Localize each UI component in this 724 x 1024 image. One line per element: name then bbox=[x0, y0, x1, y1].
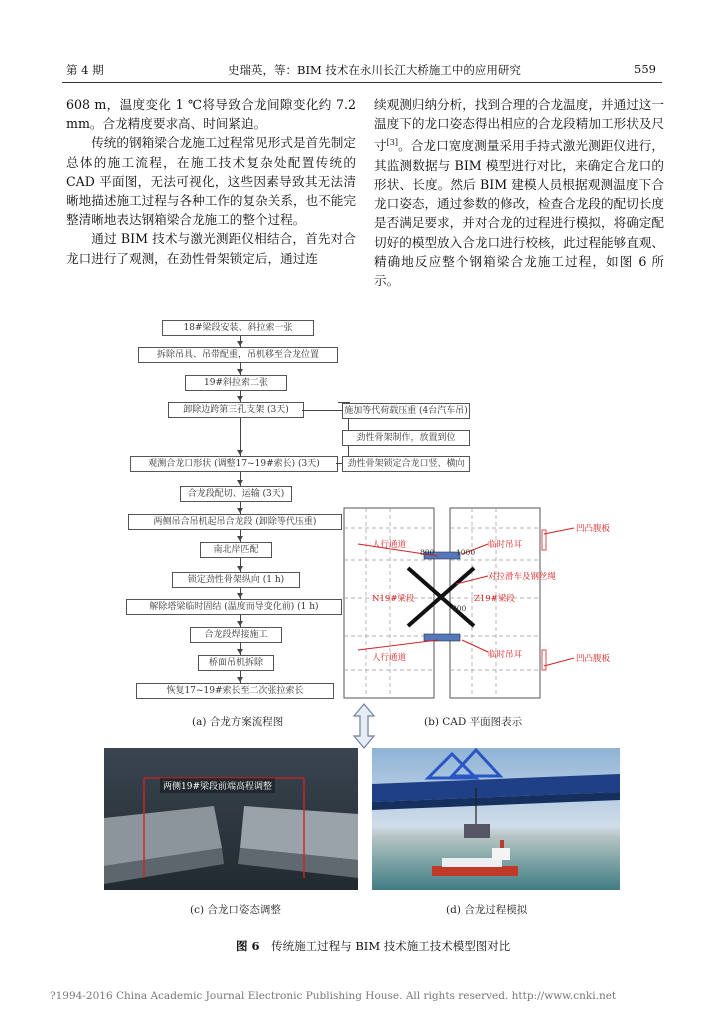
flow-arrow bbox=[237, 480, 243, 485]
page-number: 559 bbox=[634, 62, 656, 76]
flow-arrow bbox=[237, 566, 243, 571]
cad-label-web-top: 凹凸腹板 bbox=[576, 524, 611, 534]
cad-dim-2: 1000 bbox=[456, 548, 476, 557]
bridge-crane-render bbox=[372, 748, 620, 890]
figure-label: 图 6 bbox=[236, 939, 260, 953]
caption-c: (c) 合龙口姿态调整 bbox=[190, 904, 281, 916]
render-closure-simulation bbox=[372, 748, 620, 890]
citation[interactable]: [3] bbox=[386, 138, 399, 148]
journal-issue: 第 4 期 bbox=[66, 63, 104, 77]
cad-label-pulley: 对拉滑车及钢丝绳 bbox=[488, 572, 557, 582]
cad-label-walkway-bottom: 人行通道 bbox=[372, 653, 407, 663]
flow-step-7: 两侧吊合吊机起吊合龙段 (卸除等代压重) bbox=[128, 514, 342, 530]
side-step-2: 劲性骨架制作，放置到位 bbox=[342, 430, 470, 446]
side-link-3 bbox=[336, 463, 342, 464]
left-paragraph-1: 608 m，温度变化 1 ℃将导致合龙间隙变化约 7.2 mm。合龙精度要求高、时间紧迫。 bbox=[66, 97, 356, 132]
flow-arrow bbox=[237, 508, 243, 513]
render-pose-adjust bbox=[104, 748, 358, 890]
bridge-girder-render bbox=[104, 748, 358, 890]
side-step-3: 劲性骨架锁定合龙口竖、横向 bbox=[342, 456, 470, 472]
flow-step-4: 卸除边跨第三孔支架 (3天) bbox=[168, 402, 304, 418]
flow-step-10: 解除塔梁临时固结 (温度而导变化前) (1 h) bbox=[126, 599, 342, 615]
right-paragraph-1 bbox=[374, 95, 664, 290]
flow-arrow bbox=[237, 621, 243, 626]
flow-step-9: 锁定劲性骨架纵向 (1 h) bbox=[172, 572, 300, 588]
figure-caption bbox=[236, 938, 510, 954]
double-arrow-icon bbox=[352, 702, 376, 750]
right-text-a: 续观测归纳分析，找到合理的合龙温度，并通过这一温度下的龙口姿态得出相应的合龙段精加工形状及尺寸 bbox=[374, 97, 664, 154]
flow-arrow bbox=[237, 369, 243, 374]
flow-step-3: 19#斜拉索二张 bbox=[185, 375, 287, 391]
cad-label-temp-lug-top: 临时吊耳 bbox=[488, 540, 523, 550]
cad-label-web-bottom: 凹凸腹板 bbox=[576, 654, 611, 664]
figure-title: 传统施工过程与 BIM 技术施工技术模型图对比 bbox=[271, 939, 511, 953]
flow-step-6: 合龙段配切、运输 (3天) bbox=[180, 486, 292, 502]
right-column bbox=[374, 95, 664, 290]
left-paragraph-2: 传统的钢箱梁合龙施工过程常见形式是首先制定总体的施工流程，在施工技术复杂处配置传统的 CAD 平面图，无法可视化，这些因素导致其无法清晰地描述施工过程与各种工作的复杂关系，也不能完整清晰地表达钢箱梁合龙施工的整个过程。 bbox=[66, 135, 356, 228]
flow-arrow bbox=[237, 649, 243, 654]
flow-arrow bbox=[237, 677, 243, 682]
header-rule bbox=[62, 82, 662, 83]
cad-label-walkway-top: 人行通道 bbox=[372, 540, 407, 550]
left-paragraph-3: 通过 BIM 技术与激光测距仪相结合，首先对合龙口进行了观测，在劲性骨架锁定后，通过连 bbox=[66, 231, 356, 266]
cad-label-temp-lug-bottom: 临时吊耳 bbox=[488, 650, 523, 660]
copyright-footer: ?1994-2016 China Academic Journal Electronic Publishing House. All rights reserved. http://www.cnki.net bbox=[50, 990, 617, 1002]
right-text-b: 。合龙口宽度测量采用手持式激光测距仪进行，其监测数据与 BIM 模型进行对比，来确定合龙口的形状、长度。然后 BIM 建模人员根据观测温度下合龙口姿态，通过参数的修改，检查合龙段的配切长度是否满足要求，并对合龙的过程进行模拟，将确定配切好的模型放入合龙口进行校核，此过程能够直观、精确地反应整个钢箱梁合龙施工过程，如图 6 所示。 bbox=[374, 138, 665, 289]
cad-dim-1: 800 bbox=[420, 548, 435, 557]
caption-a: (a) 合龙方案流程图 bbox=[192, 716, 284, 728]
flow-step-2: 拆除吊具、吊带配重，吊机移至合龙位置 bbox=[138, 347, 338, 363]
flow-step-11: 合龙段焊接施工 bbox=[190, 627, 282, 643]
flow-arrow bbox=[237, 341, 243, 346]
cad-label-n19: N19#梁段 bbox=[372, 594, 415, 604]
flow-step-12: 桥面吊机拆除 bbox=[198, 655, 274, 671]
flow-step-5: 观测合龙口形状 (调整17~19#索长) (3天) bbox=[130, 456, 338, 472]
flow-step-1: 18#梁段安装、斜拉索一张 bbox=[162, 320, 314, 336]
cad-dim-3: 800 bbox=[452, 604, 467, 613]
flow-arrow bbox=[237, 396, 243, 401]
flow-arrow bbox=[237, 450, 243, 455]
render-annotation: 两侧19#梁段前端高程调整 bbox=[160, 778, 275, 793]
running-title: 史瑞英，等：BIM 技术在永川长江大桥施工中的应用研究 bbox=[228, 63, 521, 77]
side-step-1: 施加等代荷载压重 (4台汽车吊) bbox=[342, 403, 470, 419]
left-column bbox=[66, 95, 356, 268]
cad-label-z19: Z19#梁段 bbox=[474, 594, 515, 604]
caption-b: (b) CAD 平面图表示 bbox=[424, 716, 523, 728]
flow-step-8: 南北岸匹配 bbox=[200, 542, 272, 558]
flow-arrow bbox=[237, 536, 243, 541]
flow-step-13: 恢复17~19#索长至二次张拉索长 bbox=[136, 683, 334, 699]
flow-arrow bbox=[237, 593, 243, 598]
side-link-1 bbox=[302, 410, 342, 411]
caption-d: (d) 合龙过程模拟 bbox=[446, 904, 528, 916]
